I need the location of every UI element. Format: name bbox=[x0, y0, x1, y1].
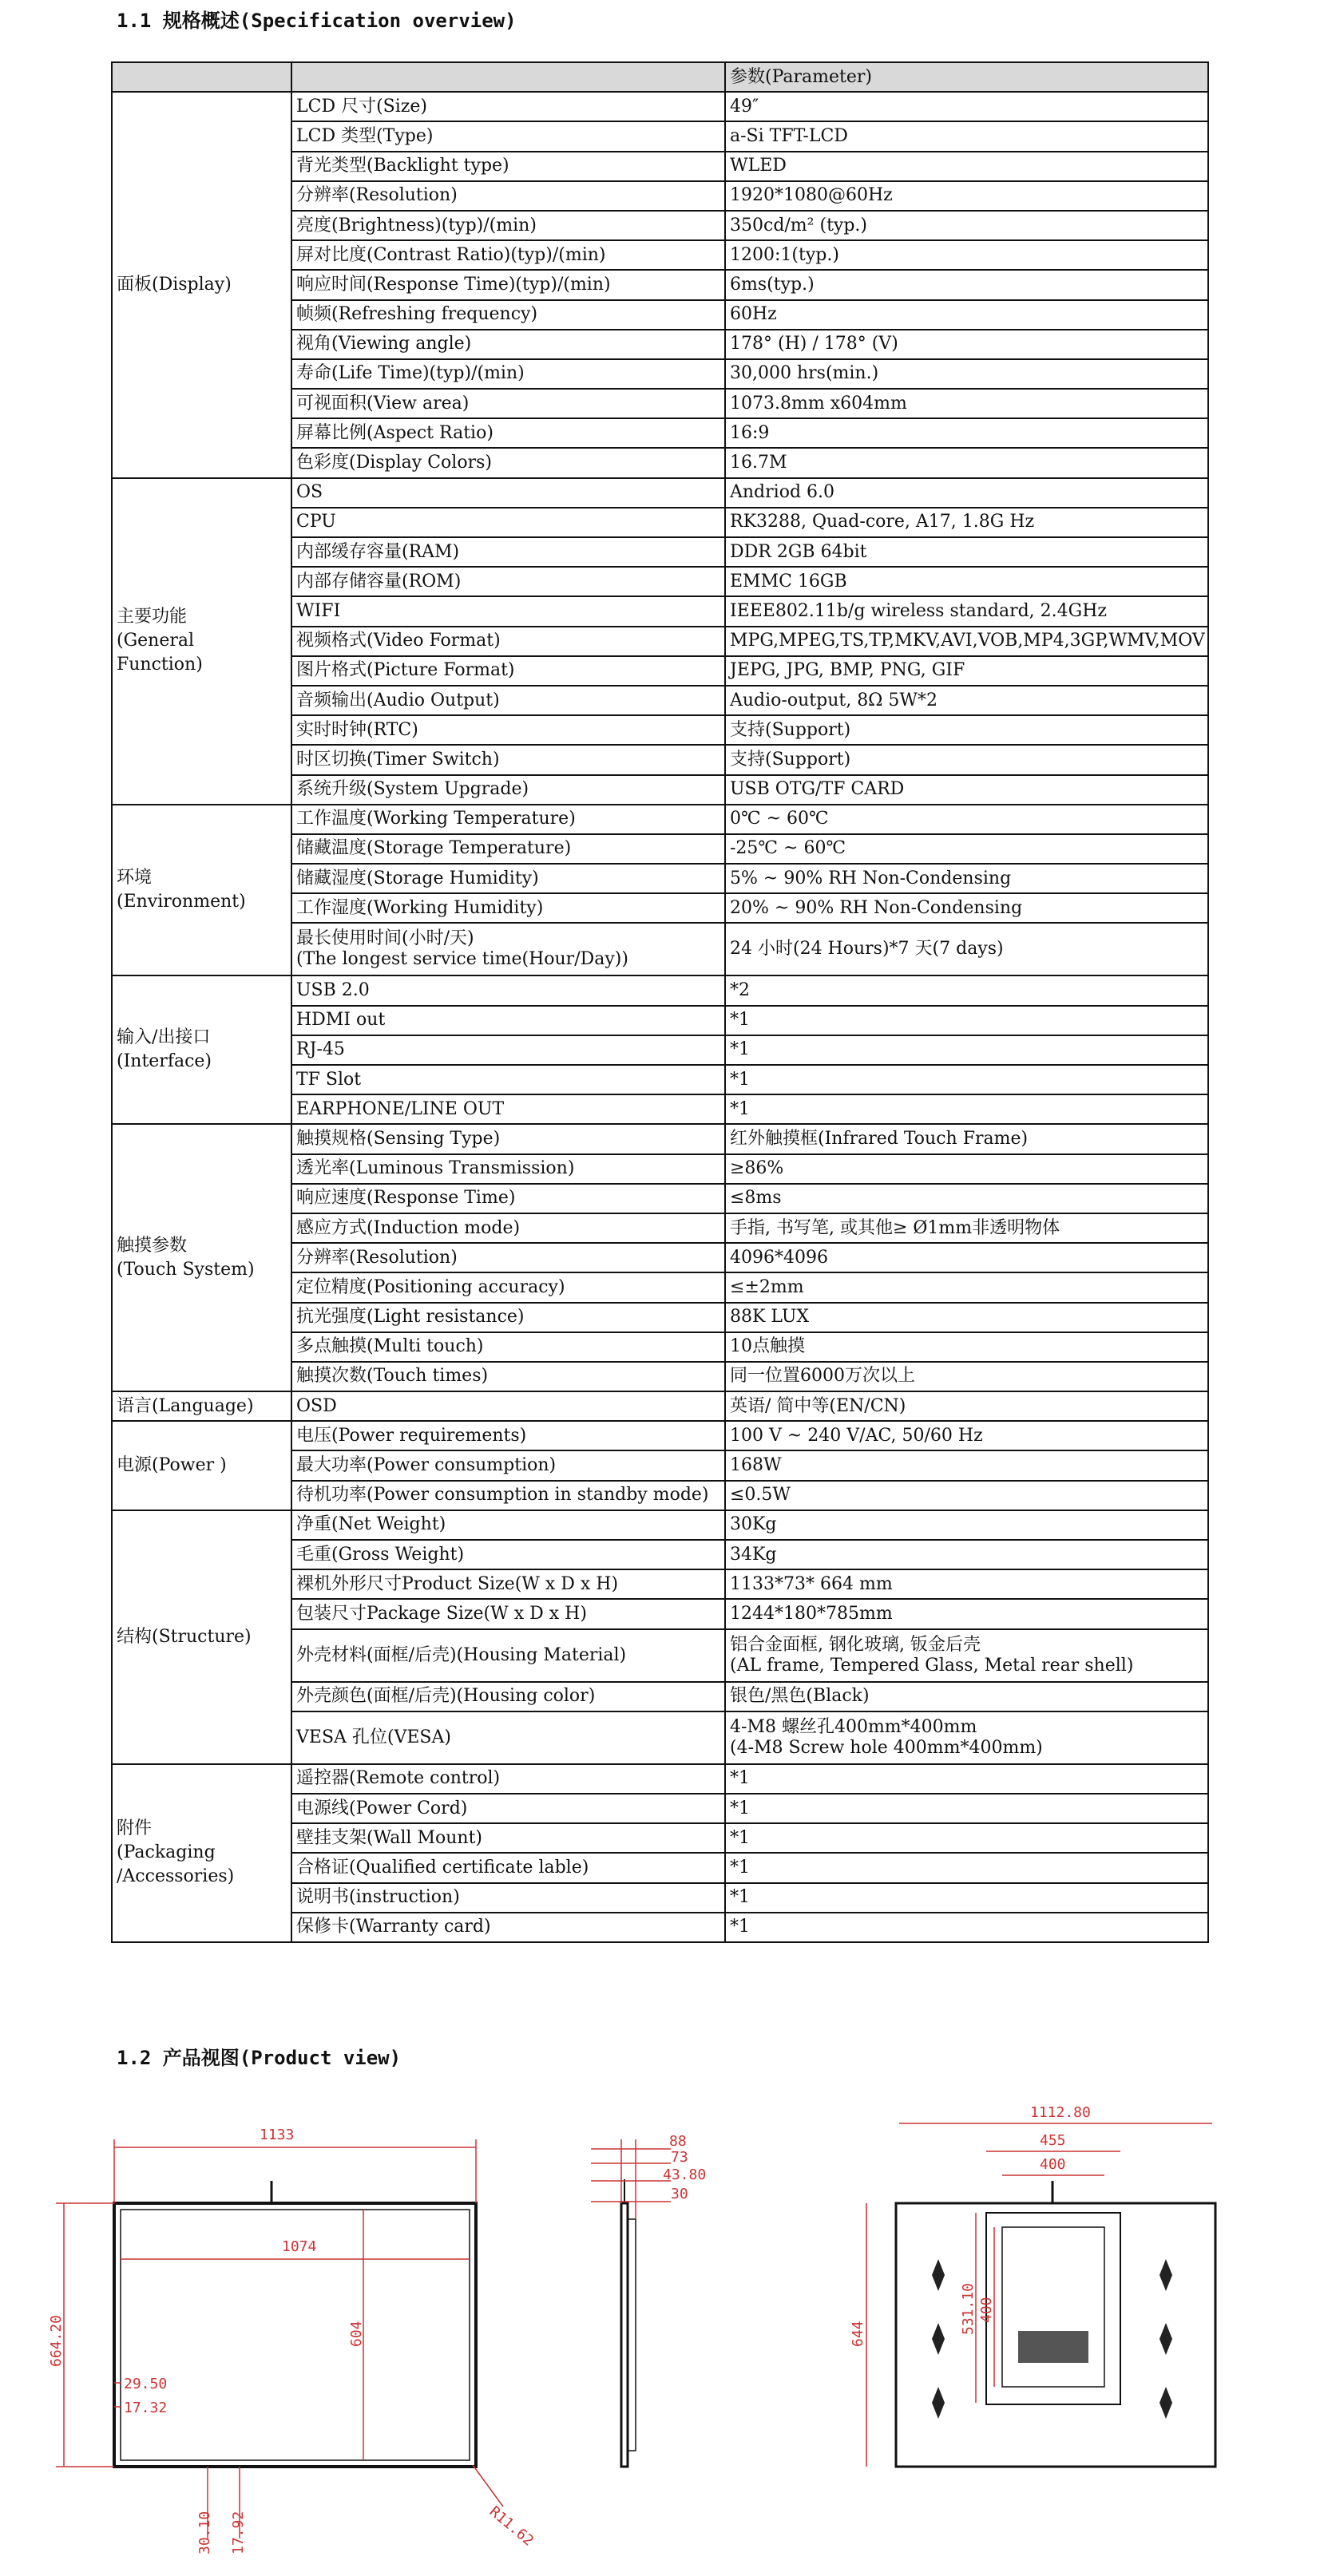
spec-item-cell: 屏对比度(Contrast Ratio)(typ)/(min) bbox=[291, 240, 725, 270]
spec-item-cell: 外壳材料(面框/后壳)(Housing Material) bbox=[291, 1629, 725, 1682]
spec-value-cell: 1073.8mm x604mm bbox=[725, 389, 1208, 418]
spec-item-cell: 内部存储容量(ROM) bbox=[291, 567, 725, 596]
spec-value-cell: ≥86% bbox=[725, 1154, 1208, 1184]
back-view-drawing bbox=[850, 2104, 1215, 2467]
front-inner-width-dim: 1074 bbox=[282, 2238, 317, 2255]
side-depth-dim-1: 88 bbox=[669, 2133, 687, 2150]
spec-value-cell: JEPG, JPG, BMP, PNG, GIF bbox=[725, 656, 1208, 686]
spec-item-cell: 可视面积(View area) bbox=[291, 389, 725, 418]
table-header-row bbox=[112, 62, 1208, 92]
back-width-dim: 1112.80 bbox=[1030, 2104, 1091, 2121]
front-bottom-offset-2: 17.92 bbox=[230, 2511, 247, 2554]
spec-value-cell: 支持(Support) bbox=[725, 745, 1208, 774]
spec-item-cell: 视频格式(Video Format) bbox=[291, 627, 725, 656]
spec-item-cell: 音频输出(Audio Output) bbox=[291, 686, 725, 715]
spec-value-cell: 5% ~ 90% RH Non-Condensing bbox=[725, 864, 1208, 893]
section-title-spec: 1.1 规格概述(Specification overview) bbox=[117, 10, 517, 32]
spec-item-cell: 壁挂支架(Wall Mount) bbox=[291, 1823, 725, 1853]
back-width-dim-2: 455 bbox=[1040, 2132, 1066, 2149]
spec-value-cell: Audio-output, 8Ω 5W*2 bbox=[725, 686, 1208, 715]
category-cell: 环境 (Environment) bbox=[112, 805, 291, 976]
table-row bbox=[112, 975, 1208, 1005]
spec-value-cell: *1 bbox=[725, 1006, 1208, 1035]
side-depth-dim-3: 43.80 bbox=[663, 2166, 707, 2183]
section-title-product-view: 1.2 产品视图(Product view) bbox=[117, 2047, 402, 2069]
spec-value-cell: *1 bbox=[725, 1065, 1208, 1094]
spec-value-cell: EMMC 16GB bbox=[725, 567, 1208, 596]
spec-item-cell: 响应时间(Response Time)(typ)/(min) bbox=[291, 270, 725, 299]
spec-item-cell: 遥控器(Remote control) bbox=[291, 1764, 725, 1794]
spec-item-cell: EARPHONE/LINE OUT bbox=[291, 1094, 725, 1124]
back-width-dim-3: 400 bbox=[1040, 2156, 1066, 2173]
back-height-dim-2: 531.10 bbox=[960, 2282, 977, 2335]
spec-item-cell: 说明书(instruction) bbox=[291, 1883, 725, 1913]
spec-value-cell: 10点触摸 bbox=[725, 1332, 1208, 1362]
table-row bbox=[112, 478, 1208, 508]
spec-value-cell: 20% ~ 90% RH Non-Condensing bbox=[725, 893, 1208, 923]
spec-item-cell: 亮度(Brightness)(typ)/(min) bbox=[291, 211, 725, 240]
spec-item-cell: 保修卡(Warranty card) bbox=[291, 1913, 725, 1942]
spec-item-cell: 背光类型(Backlight type) bbox=[291, 152, 725, 181]
spec-value-cell: 1200:1(typ.) bbox=[725, 240, 1208, 270]
spec-value-cell: 60Hz bbox=[725, 300, 1208, 330]
spec-value-cell: *1 bbox=[725, 1094, 1208, 1124]
spec-item-cell: 抗光强度(Light resistance) bbox=[291, 1303, 725, 1332]
spec-value-cell: *1 bbox=[725, 1823, 1208, 1853]
spec-item-cell: 分辨率(Resolution) bbox=[291, 181, 725, 211]
front-bottom-offset-1: 30.10 bbox=[196, 2511, 213, 2554]
spec-value-cell: 支持(Support) bbox=[725, 715, 1208, 745]
spec-item-cell: 响应速度(Response Time) bbox=[291, 1184, 725, 1213]
front-width-dim: 1133 bbox=[260, 2127, 295, 2143]
spec-item-cell: LCD 类型(Type) bbox=[291, 121, 725, 151]
spec-value-cell: 16:9 bbox=[725, 418, 1208, 448]
spec-value-cell: ≤0.5W bbox=[725, 1481, 1208, 1510]
spec-value-cell: Andriod 6.0 bbox=[725, 478, 1208, 508]
spec-item-cell: 帧频(Refreshing frequency) bbox=[291, 300, 725, 330]
spec-value-cell: 30Kg bbox=[725, 1510, 1208, 1540]
spec-value-cell: 178° (H) / 178° (V) bbox=[725, 330, 1208, 359]
spec-value-cell: WLED bbox=[725, 152, 1208, 181]
front-radius-dim: R11.62 bbox=[486, 2503, 537, 2550]
spec-value-cell: *1 bbox=[725, 1913, 1208, 1942]
spec-value-cell: 1244*180*785mm bbox=[725, 1599, 1208, 1628]
spec-value-cell: *1 bbox=[725, 1883, 1208, 1913]
spec-item-cell: 时区切换(Timer Switch) bbox=[291, 745, 725, 774]
category-cell: 电源(Power ) bbox=[112, 1421, 291, 1510]
side-view-drawing bbox=[591, 2133, 706, 2467]
spec-item-cell: 寿命(Life Time)(typ)/(min) bbox=[291, 359, 725, 389]
table-row bbox=[112, 92, 1208, 121]
category-cell: 触摸参数 (Touch System) bbox=[112, 1124, 291, 1391]
header-empty-1 bbox=[112, 62, 291, 92]
front-height-dim: 664.20 bbox=[48, 2314, 65, 2367]
table-row bbox=[112, 1391, 1208, 1421]
spec-value-cell: *1 bbox=[725, 1764, 1208, 1794]
table-row bbox=[112, 1764, 1208, 1794]
spec-item-cell: 合格证(Qualified certificate lable) bbox=[291, 1853, 725, 1882]
spec-item-cell: 裸机外形尺寸Product Size(W x D x H) bbox=[291, 1569, 725, 1599]
spec-item-cell: TF Slot bbox=[291, 1065, 725, 1094]
spec-value-cell: 红外触摸框(Infrared Touch Frame) bbox=[725, 1124, 1208, 1153]
spec-item-cell: 电压(Power requirements) bbox=[291, 1421, 725, 1450]
spec-item-cell: 储藏温度(Storage Temperature) bbox=[291, 834, 725, 864]
spec-item-cell: 定位精度(Positioning accuracy) bbox=[291, 1272, 725, 1302]
spec-item-cell: 系统升级(System Upgrade) bbox=[291, 775, 725, 805]
spec-item-cell: RJ-45 bbox=[291, 1035, 725, 1065]
spec-value-cell: 0℃ ~ 60℃ bbox=[725, 805, 1208, 834]
spec-value-cell: MPG,MPEG,TS,TP,MKV,AVI,VOB,MP4,3GP,WMV,MOV bbox=[725, 627, 1208, 656]
spec-item-cell: 分辨率(Resolution) bbox=[291, 1243, 725, 1272]
spec-value-cell: ≤±2mm bbox=[725, 1272, 1208, 1302]
front-left-offset-2: 17.32 bbox=[124, 2400, 168, 2416]
spec-item-cell: LCD 尺寸(Size) bbox=[291, 92, 725, 121]
spec-value-cell: 30,000 hrs(min.) bbox=[725, 359, 1208, 389]
spec-item-cell: OSD bbox=[291, 1391, 725, 1421]
category-cell: 输入/出接口 (Interface) bbox=[112, 975, 291, 1124]
side-depth-dim-2: 73 bbox=[671, 2149, 688, 2166]
spec-item-cell: VESA 孔位(VESA) bbox=[291, 1711, 725, 1764]
spec-item-cell: 内部缓存容量(RAM) bbox=[291, 537, 725, 567]
spec-item-cell: 待机功率(Power consumption in standby mode) bbox=[291, 1481, 725, 1510]
spec-value-cell: 34Kg bbox=[725, 1540, 1208, 1569]
category-cell: 结构(Structure) bbox=[112, 1510, 291, 1764]
spec-item-cell: 电源线(Power Cord) bbox=[291, 1794, 725, 1823]
spec-item-cell: 感应方式(Induction mode) bbox=[291, 1213, 725, 1243]
category-cell: 主要功能 (General Function) bbox=[112, 478, 291, 805]
spec-value-cell: -25℃ ~ 60℃ bbox=[725, 834, 1208, 864]
spec-item-cell: 多点触摸(Multi touch) bbox=[291, 1332, 725, 1362]
spec-value-cell: 100 V ~ 240 V/AC, 50/60 Hz bbox=[725, 1421, 1208, 1450]
spec-item-cell: OS bbox=[291, 478, 725, 508]
front-inner-height-dim: 604 bbox=[348, 2321, 365, 2347]
spec-item-cell: CPU bbox=[291, 508, 725, 537]
spec-value-cell: 350cd/m² (typ.) bbox=[725, 211, 1208, 240]
spec-item-cell: 实时时钟(RTC) bbox=[291, 715, 725, 745]
category-cell: 附件 (Packaging /Accessories) bbox=[112, 1764, 291, 1942]
spec-item-cell: 毛重(Gross Weight) bbox=[291, 1540, 725, 1569]
spec-item-cell: 图片格式(Picture Format) bbox=[291, 656, 725, 686]
spec-value-cell: 手指, 书写笔, 或其他≥ Ø1mm非透明物体 bbox=[725, 1213, 1208, 1243]
table-row bbox=[112, 1510, 1208, 1540]
spec-value-cell: 168W bbox=[725, 1450, 1208, 1480]
spec-value-cell: 1133*73* 664 mm bbox=[725, 1569, 1208, 1599]
spec-item-cell: 工作温度(Working Temperature) bbox=[291, 805, 725, 834]
spec-item-cell: 触摸规格(Sensing Type) bbox=[291, 1124, 725, 1153]
table-row bbox=[112, 805, 1208, 834]
spec-value-cell: IEEE802.11b/g wireless standard, 2.4GHz bbox=[725, 596, 1208, 626]
front-left-offset-1: 29.50 bbox=[124, 2376, 168, 2392]
spec-item-cell: 视角(Viewing angle) bbox=[291, 330, 725, 359]
spec-item-cell: 储藏湿度(Storage Humidity) bbox=[291, 864, 725, 893]
spec-value-cell: a-Si TFT-LCD bbox=[725, 121, 1208, 151]
spec-value-cell: USB OTG/TF CARD bbox=[725, 775, 1208, 805]
spec-item-cell: 屏幕比例(Aspect Ratio) bbox=[291, 418, 725, 448]
table-row bbox=[112, 1124, 1208, 1153]
spec-value-cell: *2 bbox=[725, 975, 1208, 1005]
front-view-drawing bbox=[48, 2127, 537, 2554]
header-empty-2 bbox=[291, 62, 725, 92]
category-cell: 面板(Display) bbox=[112, 92, 291, 477]
spec-item-cell: USB 2.0 bbox=[291, 975, 725, 1005]
back-height-dim-3: 400 bbox=[978, 2297, 995, 2323]
spec-item-cell: 最长使用时间(小时/天) (The longest service time(Hour/Day)) bbox=[291, 923, 725, 975]
spec-value-cell: 4-M8 螺丝孔400mm*400mm (4-M8 Screw hole 400mm*400mm) bbox=[725, 1711, 1208, 1764]
spec-value-cell: 88K LUX bbox=[725, 1303, 1208, 1332]
table-row bbox=[112, 1421, 1208, 1450]
spec-value-cell: *1 bbox=[725, 1794, 1208, 1823]
spec-value-cell: 4096*4096 bbox=[725, 1243, 1208, 1272]
spec-value-cell: 24 小时(24 Hours)*7 天(7 days) bbox=[725, 923, 1208, 975]
spec-value-cell: 同一位置6000万次以上 bbox=[725, 1362, 1208, 1391]
spec-value-cell: 1920*1080@60Hz bbox=[725, 181, 1208, 211]
spec-value-cell: ≤8ms bbox=[725, 1184, 1208, 1213]
header-parameter: 参数(Parameter) bbox=[725, 62, 1208, 92]
spec-item-cell: 色彩度(Display Colors) bbox=[291, 448, 725, 477]
spec-value-cell: *1 bbox=[725, 1035, 1208, 1065]
spec-value-cell: 6ms(typ.) bbox=[725, 270, 1208, 299]
spec-item-cell: 透光率(Luminous Transmission) bbox=[291, 1154, 725, 1184]
spec-item-cell: 最大功率(Power consumption) bbox=[291, 1450, 725, 1480]
back-height-dim: 644 bbox=[850, 2321, 866, 2347]
spec-item-cell: 外壳颜色(面框/后壳)(Housing color) bbox=[291, 1682, 725, 1711]
spec-value-cell: 49″ bbox=[725, 92, 1208, 121]
spec-value-cell: DDR 2GB 64bit bbox=[725, 537, 1208, 567]
product-drawings bbox=[0, 2091, 1320, 2570]
category-cell: 语言(Language) bbox=[112, 1391, 291, 1421]
spec-table bbox=[111, 61, 1209, 1943]
side-depth-dim-4: 30 bbox=[671, 2186, 688, 2202]
spec-value-cell: 英语/ 简中等(EN/CN) bbox=[725, 1391, 1208, 1421]
spec-value-cell: *1 bbox=[725, 1853, 1208, 1882]
spec-item-cell: 包装尺寸Package Size(W x D x H) bbox=[291, 1599, 725, 1628]
spec-value-cell: RK3288, Quad-core, A17, 1.8G Hz bbox=[725, 508, 1208, 537]
spec-item-cell: 工作湿度(Working Humidity) bbox=[291, 893, 725, 923]
spec-value-cell: 银色/黑色(Black) bbox=[725, 1682, 1208, 1711]
spec-item-cell: HDMI out bbox=[291, 1006, 725, 1035]
spec-value-cell: 16.7M bbox=[725, 448, 1208, 477]
spec-item-cell: WIFI bbox=[291, 596, 725, 626]
spec-value-cell: 铝合金面框, 钢化玻璃, 钣金后壳 (AL frame, Tempered Glass, Metal rear shell) bbox=[725, 1629, 1208, 1682]
spec-item-cell: 触摸次数(Touch times) bbox=[291, 1362, 725, 1391]
spec-item-cell: 净重(Net Weight) bbox=[291, 1510, 725, 1540]
